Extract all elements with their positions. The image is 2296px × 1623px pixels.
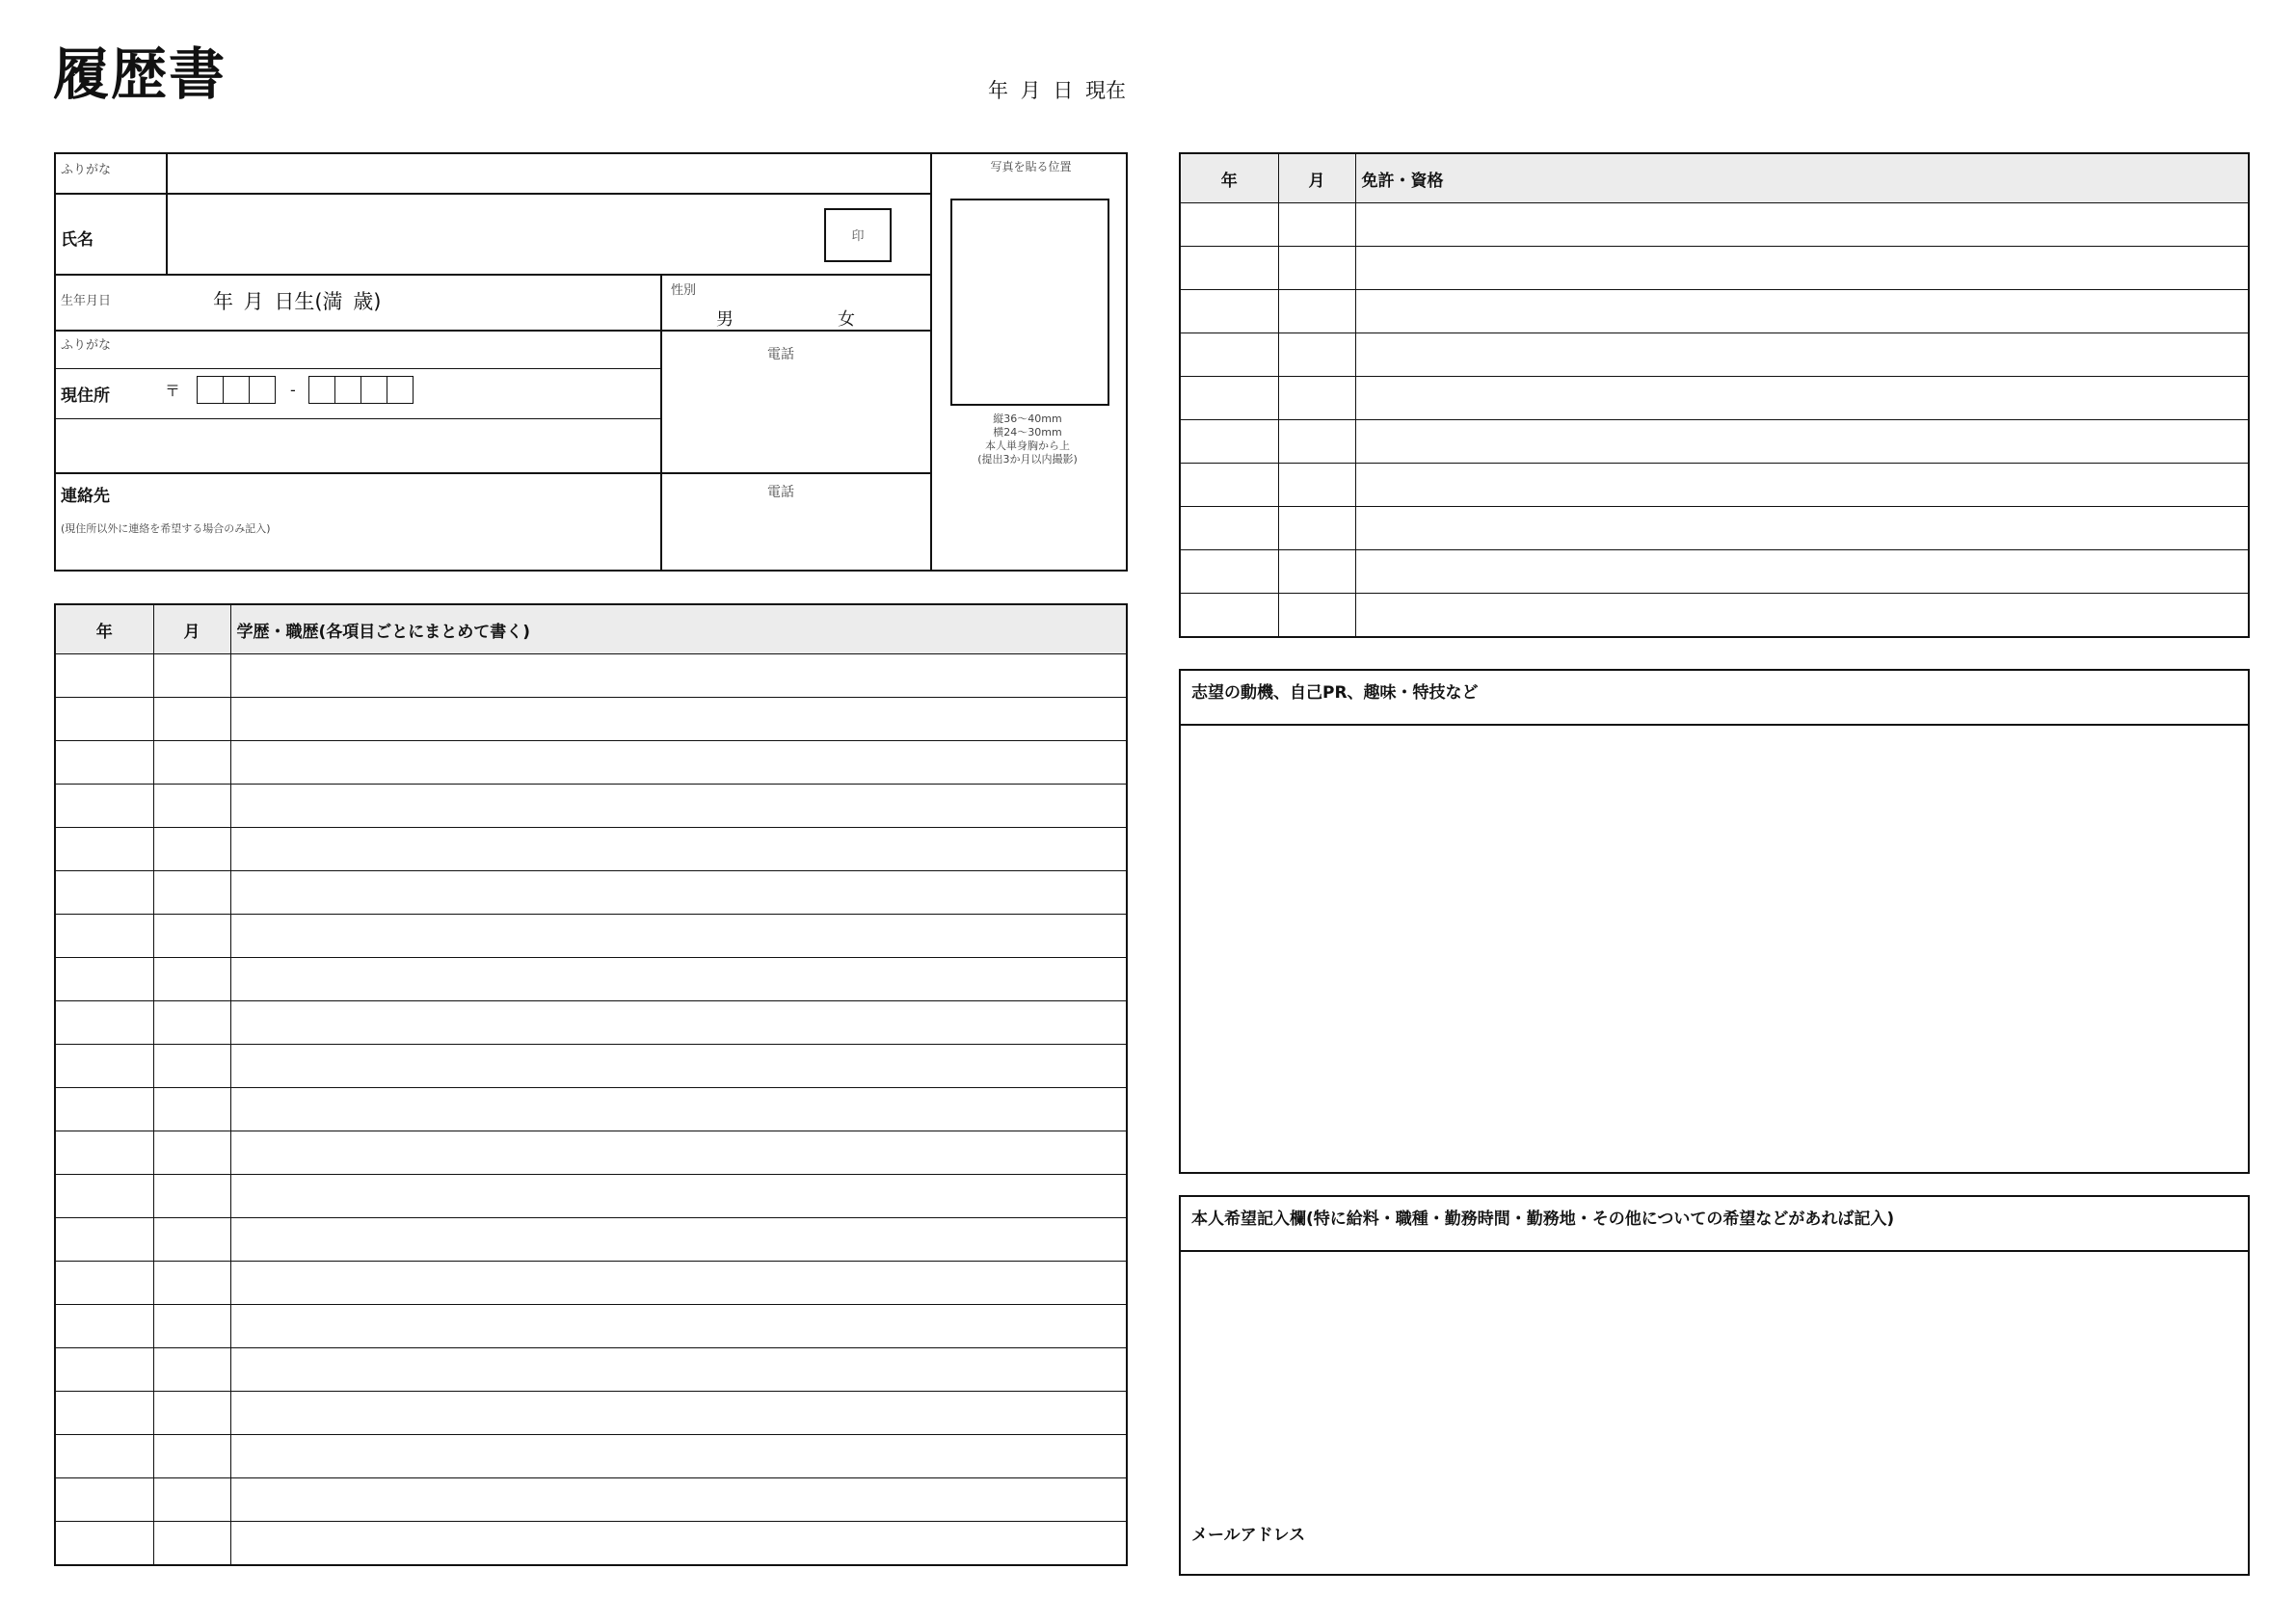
column-header-detail: 免許・資格 <box>1355 153 2249 203</box>
cell-detail[interactable] <box>230 1045 1127 1088</box>
zip-digit-box[interactable] <box>308 376 335 404</box>
gender-female[interactable]: 女 <box>838 309 855 330</box>
table-row <box>55 698 1127 741</box>
cell-year[interactable] <box>55 1522 153 1566</box>
cell-month[interactable] <box>1278 333 1355 377</box>
cell-month[interactable] <box>153 1088 230 1131</box>
cell-month[interactable] <box>1278 290 1355 333</box>
cell-year[interactable] <box>1180 507 1278 550</box>
furigana-field[interactable] <box>168 154 930 193</box>
table-row <box>55 958 1127 1001</box>
cell-detail[interactable] <box>1355 507 2249 550</box>
cell-month[interactable] <box>153 785 230 828</box>
table-row <box>55 1435 1127 1478</box>
cell-detail[interactable] <box>1355 203 2249 247</box>
seal-box: 印 <box>824 208 892 262</box>
table-row <box>55 741 1127 785</box>
cell-month[interactable] <box>153 1435 230 1478</box>
column-header-month: 月 <box>1278 153 1355 203</box>
birth-value[interactable]: 年 月 日生(満 歳) <box>213 290 382 313</box>
cell-year[interactable] <box>55 828 153 871</box>
table-row <box>55 1478 1127 1522</box>
divider <box>660 274 662 572</box>
license-table <box>1179 152 2250 638</box>
cell-year[interactable] <box>55 1175 153 1218</box>
cell-year[interactable] <box>55 785 153 828</box>
date-current-label: 年 月 日 現在 <box>988 79 1127 102</box>
cell-year[interactable] <box>55 1088 153 1131</box>
table-row <box>55 1522 1127 1566</box>
cell-year[interactable] <box>55 698 153 741</box>
cell-detail[interactable] <box>230 1522 1127 1566</box>
name-label: 氏名 <box>61 230 93 250</box>
cell-year[interactable] <box>55 915 153 958</box>
table-header-row <box>55 604 1127 654</box>
cell-detail[interactable] <box>230 871 1127 915</box>
cell-detail[interactable] <box>230 1392 1127 1435</box>
cell-year[interactable] <box>55 1348 153 1392</box>
table-row <box>55 828 1127 871</box>
table-row <box>55 1305 1127 1348</box>
cell-month[interactable] <box>1278 550 1355 594</box>
cell-detail[interactable] <box>1355 377 2249 420</box>
cell-detail[interactable] <box>1355 333 2249 377</box>
cell-year[interactable] <box>55 1305 153 1348</box>
cell-month[interactable] <box>153 1131 230 1175</box>
cell-detail[interactable] <box>230 828 1127 871</box>
photo-note-line: (提出3か月以内撮影) <box>977 453 1078 466</box>
gender-male[interactable]: 男 <box>716 309 734 330</box>
cell-detail[interactable] <box>230 741 1127 785</box>
table-row <box>55 871 1127 915</box>
divider <box>56 368 660 369</box>
cell-detail[interactable] <box>230 1435 1127 1478</box>
cell-year[interactable] <box>55 871 153 915</box>
zip-digit-box[interactable] <box>249 376 276 404</box>
cell-detail[interactable] <box>230 958 1127 1001</box>
cell-year[interactable] <box>55 1435 153 1478</box>
cell-month[interactable] <box>153 1305 230 1348</box>
table-row <box>1180 507 2249 550</box>
wishes-label: 本人希望記入欄(特に給料・職種・勤務時間・勤務地・その他についての希望などがあれば記入) <box>1181 1197 2248 1252</box>
cell-month[interactable] <box>153 654 230 698</box>
name-field[interactable] <box>168 195 814 274</box>
table-row <box>1180 420 2249 464</box>
cell-year[interactable] <box>1180 550 1278 594</box>
cell-month[interactable] <box>153 1001 230 1045</box>
divider <box>56 472 930 474</box>
cell-month[interactable] <box>153 1262 230 1305</box>
address-furigana-label: ふりがな <box>61 338 112 353</box>
zip-digit-box[interactable] <box>197 376 224 404</box>
table-row <box>55 654 1127 698</box>
zip-digit-box[interactable] <box>334 376 361 404</box>
divider <box>56 330 930 332</box>
divider <box>930 154 932 572</box>
table-row <box>55 915 1127 958</box>
table-row <box>55 1348 1127 1392</box>
cell-month[interactable] <box>1278 464 1355 507</box>
cell-month[interactable] <box>153 1478 230 1522</box>
table-header-row <box>1180 153 2249 203</box>
cell-detail[interactable] <box>230 1001 1127 1045</box>
motivation-field[interactable] <box>1181 726 2248 1172</box>
contact-note: (現住所以外に連絡を希望する場合のみ記入) <box>61 522 271 535</box>
cell-detail[interactable] <box>230 698 1127 741</box>
cell-year[interactable] <box>1180 594 1278 638</box>
cell-year[interactable] <box>55 1392 153 1435</box>
cell-year[interactable] <box>55 1478 153 1522</box>
cell-detail[interactable] <box>1355 247 2249 290</box>
cell-year[interactable] <box>1180 420 1278 464</box>
cell-month[interactable] <box>153 1392 230 1435</box>
table-row <box>55 785 1127 828</box>
cell-month[interactable] <box>153 915 230 958</box>
cell-month[interactable] <box>1278 247 1355 290</box>
divider <box>56 418 660 419</box>
cell-year[interactable] <box>1180 333 1278 377</box>
cell-detail[interactable] <box>230 1218 1127 1262</box>
cell-detail[interactable] <box>1355 550 2249 594</box>
zip-code-field[interactable] <box>165 376 414 404</box>
table-row <box>55 1001 1127 1045</box>
license-rows <box>1180 203 2249 638</box>
table-row <box>55 1262 1127 1305</box>
cell-month[interactable] <box>1278 507 1355 550</box>
cell-month[interactable] <box>1278 420 1355 464</box>
email-label: メールアドレス <box>1191 1526 1306 1545</box>
zip-digit-box[interactable] <box>360 376 387 404</box>
cell-year[interactable] <box>1180 290 1278 333</box>
table-row <box>55 1218 1127 1262</box>
table-row <box>1180 290 2249 333</box>
cell-month[interactable] <box>153 828 230 871</box>
gender-label: 性別 <box>671 283 697 298</box>
cell-year[interactable] <box>55 958 153 1001</box>
cell-month[interactable] <box>1278 377 1355 420</box>
table-row <box>1180 594 2249 638</box>
cell-detail[interactable] <box>230 1478 1127 1522</box>
cell-year[interactable] <box>55 1045 153 1088</box>
wishes-field[interactable] <box>1181 1252 2248 1574</box>
cell-detail[interactable] <box>230 785 1127 828</box>
motivation-label: 志望の動機、自己PR、趣味・特技など <box>1181 671 2248 726</box>
cell-detail[interactable] <box>230 1305 1127 1348</box>
table-row <box>55 1175 1127 1218</box>
table-row <box>1180 550 2249 594</box>
cell-detail[interactable] <box>1355 464 2249 507</box>
cell-year[interactable] <box>55 741 153 785</box>
cell-detail[interactable] <box>230 1348 1127 1392</box>
cell-detail[interactable] <box>230 1088 1127 1131</box>
zip-digit-box[interactable] <box>223 376 250 404</box>
cell-detail[interactable] <box>230 1262 1127 1305</box>
photo-note <box>931 412 1124 466</box>
cell-detail[interactable] <box>1355 594 2249 638</box>
table-row <box>55 1392 1127 1435</box>
cell-detail[interactable] <box>230 1131 1127 1175</box>
table-row <box>1180 377 2249 420</box>
cell-detail[interactable] <box>230 915 1127 958</box>
cell-year[interactable] <box>55 1218 153 1262</box>
cell-month[interactable] <box>153 871 230 915</box>
photo-frame[interactable] <box>950 199 1109 406</box>
zip-digit-box[interactable] <box>387 376 414 404</box>
motivation-section <box>1179 669 2250 1174</box>
furigana-label: ふりがな <box>61 163 112 177</box>
cell-year[interactable] <box>55 654 153 698</box>
photo-title: 写真を貼る位置 <box>990 160 1072 173</box>
column-header-year: 年 <box>1180 153 1278 203</box>
divider <box>56 274 930 276</box>
photo-note-line: 本人単身胸から上 <box>985 439 1070 452</box>
cell-month[interactable] <box>153 741 230 785</box>
cell-month[interactable] <box>153 1218 230 1262</box>
zip-separator: - <box>290 381 296 399</box>
document-title: 履歴書 <box>53 41 227 107</box>
wishes-section <box>1179 1195 2250 1576</box>
cell-month[interactable] <box>153 1522 230 1566</box>
contact-phone-label: 電話 <box>767 485 794 500</box>
cell-year[interactable] <box>1180 247 1278 290</box>
cell-detail[interactable] <box>1355 290 2249 333</box>
cell-month[interactable] <box>153 698 230 741</box>
address-label: 現住所 <box>61 386 110 406</box>
postal-mark-icon: 〒 <box>165 382 181 400</box>
cell-month[interactable] <box>1278 203 1355 247</box>
cell-month[interactable] <box>1278 594 1355 638</box>
table-row <box>55 1045 1127 1088</box>
cell-year[interactable] <box>1180 377 1278 420</box>
phone-label: 電話 <box>767 347 794 362</box>
contact-label: 連絡先 <box>61 487 110 506</box>
table-row <box>1180 333 2249 377</box>
table-row <box>1180 464 2249 507</box>
education-history-table <box>54 603 1128 1566</box>
column-header-year: 年 <box>55 604 153 654</box>
cell-detail[interactable] <box>230 654 1127 698</box>
cell-month[interactable] <box>153 1348 230 1392</box>
cell-month[interactable] <box>153 958 230 1001</box>
table-row <box>55 1088 1127 1131</box>
photo-note-line: 縦36～40mm <box>993 412 1062 425</box>
photo-note-line: 横24～30mm <box>993 426 1062 439</box>
cell-detail[interactable] <box>230 1175 1127 1218</box>
cell-year[interactable] <box>55 1262 153 1305</box>
table-row <box>1180 247 2249 290</box>
column-header-detail: 学歴・職歴(各項目ごとにまとめて書く) <box>230 604 1127 654</box>
cell-detail[interactable] <box>1355 420 2249 464</box>
birth-label: 生年月日 <box>61 294 112 308</box>
education-rows <box>55 654 1127 1566</box>
cell-year[interactable] <box>1180 464 1278 507</box>
table-row <box>55 1131 1127 1175</box>
table-row <box>1180 203 2249 247</box>
cell-year[interactable] <box>1180 203 1278 247</box>
column-header-month: 月 <box>153 604 230 654</box>
cell-year[interactable] <box>55 1001 153 1045</box>
cell-year[interactable] <box>55 1131 153 1175</box>
cell-month[interactable] <box>153 1175 230 1218</box>
cell-month[interactable] <box>153 1045 230 1088</box>
profile-section <box>54 152 1128 572</box>
